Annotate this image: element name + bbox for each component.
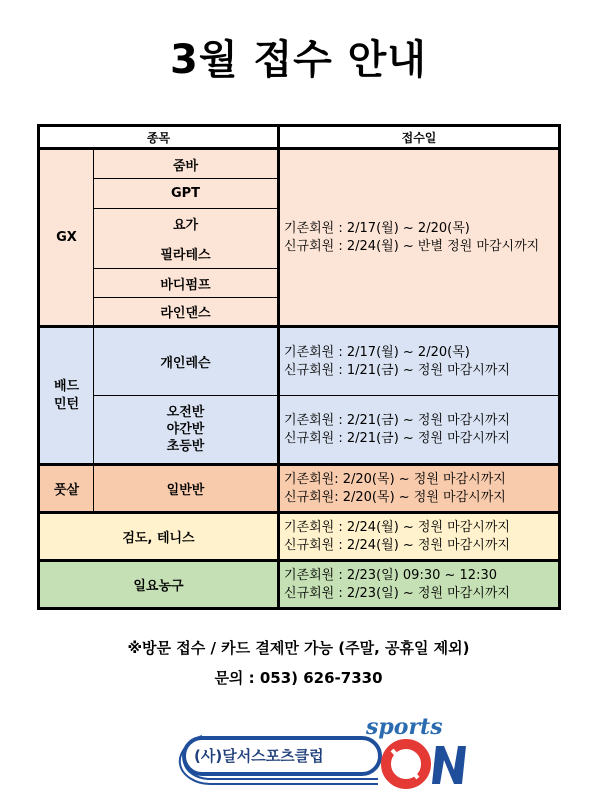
sunday-existing-line: 기존회원 : 2/23(일) 09:30 ~ 12:30 [284,567,497,583]
gx-class-pilates: 필라테스 [94,239,279,269]
gx-class-gpt: GPT [94,179,279,209]
kendo-new-line: 신규회원 : 2/24(월) ~ 정원 마감시까지 [284,537,510,553]
futsal-group-label: 풋살 [39,465,94,513]
gx-class-bodypump: 바디펌프 [94,269,279,298]
badminton-lesson-new-line: 신규회원 : 1/21(금) ~ 정원 마감시까지 [284,362,510,378]
header-category: 종목 [39,126,279,149]
gx-class-zumba: 줌바 [94,149,279,179]
contact-phone: 문의 : 053) 626-7330 [214,669,383,687]
kendo-existing-line: 기존회원 : 2/24(월) ~ 정원 마감시까지 [284,519,510,535]
badminton-lesson-dates [279,327,560,396]
badminton-class-lesson: 개인레슨 [94,327,279,396]
badminton-group-new-line: 신규회원 : 2/21(금) ~ 정원 마감시까지 [284,430,510,446]
badminton-lesson-existing-line: 기존회원 : 2/17(월) ~ 2/20(목) [284,344,470,360]
futsal-dates [279,465,560,513]
registration-table [37,124,561,610]
badminton-class-morning: 오전반 [166,405,205,420]
badminton-class-kids: 초등반 [166,439,205,454]
kendo-group-label: 검도, 테니스 [39,513,279,561]
logo-org-name: (사)달서스포츠클럽 [194,747,324,765]
sunday-dates [279,561,560,609]
header-date: 접수일 [279,126,560,149]
badminton-class-night: 야간반 [166,422,205,437]
sunday-new-line: 신규회원 : 2/23(일) ~ 정원 마감시까지 [284,585,510,601]
table-row [39,327,560,396]
page-title: 3월 접수 안내 [170,37,427,83]
table-header-row [39,126,560,149]
on-logo-icon [378,734,468,790]
kendo-dates [279,513,560,561]
badminton-group-existing-line: 기존회원 : 2/21(금) ~ 정원 마감시까지 [284,412,510,428]
gx-new-line: 신규회원 : 2/24(월) ~ 반별 정원 마감시까지 [284,238,540,254]
sunday-group-label: 일요농구 [39,561,279,609]
table-row [39,513,560,561]
badminton-group-dates [279,396,560,465]
futsal-existing-line: 기존회원: 2/20(목) ~ 정원 마감시까지 [284,471,506,487]
logo-sports-text: sports [366,714,443,740]
futsal-class-general: 일반반 [94,465,279,513]
gx-dates [279,149,560,327]
badminton-group-label: 배드 민턴 [39,327,94,465]
gx-class-yoga: 요가 [94,209,279,239]
gx-existing-line: 기존회원 : 2/17(월) ~ 2/20(목) [284,220,470,236]
gx-group-label: GX [39,149,94,327]
gx-class-linedance: 라인댄스 [94,298,279,327]
table-row [39,149,560,179]
futsal-new-line: 신규회원: 2/20(목) ~ 정원 마감시까지 [284,489,506,505]
table-row [39,561,560,609]
table-row [39,465,560,513]
badminton-class-group [94,396,279,465]
table-row [39,396,560,465]
club-logo [178,712,468,790]
visit-note: ※방문 접수 / 카드 결제만 가능 (주말, 공휴일 제외) [127,639,470,657]
